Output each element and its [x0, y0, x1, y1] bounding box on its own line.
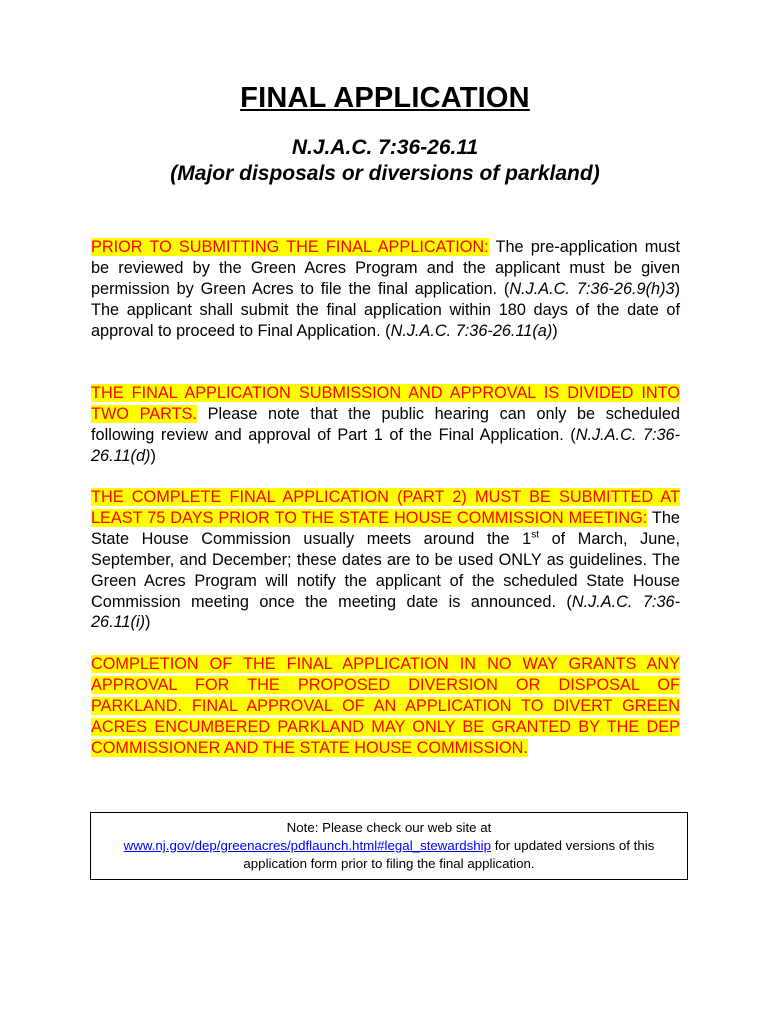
note-body — [91, 837, 687, 873]
citation: N.J.A.C. 7:36-26.11(d) — [91, 425, 681, 465]
highlighted-heading: THE FINAL APPLICATION SUBMISSION AND APPROVAL IS DIVIDED INTO TWO PARTS. — [91, 384, 680, 423]
paragraph-submission-deadline — [91, 487, 680, 633]
paragraph-text: ) The applicant shall submit the final application within 180 days of the date of approval to proceed to Final Application. ( — [91, 279, 680, 340]
paragraph-text: The pre-application must be reviewed by the Green Acres Program and the applicant must be given permission by Green Acres to file the final application. ( — [91, 238, 680, 298]
citation: N.J.A.C. 7:36-26.9(h)3 — [509, 279, 675, 298]
highlighted-heading: PRIOR TO SUBMITTING THE FINAL APPLICATION: — [91, 238, 489, 256]
paragraph-text: Please note that the public hearing can only be scheduled following review and approval of Part 1 of the Final Application. ( — [91, 404, 680, 444]
page-subtitle: (Major disposals or diversions of parkland) — [170, 162, 600, 185]
note-box — [90, 812, 688, 880]
paragraph-text: ) — [145, 613, 151, 632]
paragraph-two-parts — [91, 383, 680, 467]
citation: N.J.A.C. 7:36-26.11(a) — [390, 321, 553, 340]
paragraph-no-approval-warning — [91, 654, 680, 759]
paragraph-prior-to-submitting — [91, 237, 680, 342]
note-text: for updated versions of this application form prior to filing the final application. — [243, 838, 655, 871]
citation: N.J.A.C. 7:36-26.11(i) — [91, 592, 680, 632]
ordinal-suffix: st — [531, 529, 540, 541]
paragraph-text: of March, June, September, and December; these dates are to be used ONLY as guidelines. The Green Acres Program will notify the applicant of the scheduled State House Commission meeting once the meeting date is announced. ( — [91, 529, 680, 611]
website-link[interactable]: www.nj.gov/dep/greenacres/pdflaunch.html#legal_stewardship — [123, 838, 491, 853]
page-title: FINAL APPLICATION — [240, 82, 530, 114]
paragraph-text: ) — [552, 321, 558, 340]
note-line: Note: Please check our web site at — [286, 820, 492, 835]
highlighted-heading: THE COMPLETE FINAL APPLICATION (PART 2) MUST BE SUBMITTED AT LEAST 75 DAYS PRIOR TO THE STATE HOUSE COMMISSION MEETING: — [91, 488, 680, 527]
paragraph-text: The State House Commission usually meets around the 1 — [91, 508, 680, 548]
paragraph-text: ) — [150, 446, 156, 465]
highlighted-warning: COMPLETION OF THE FINAL APPLICATION IN NO WAY GRANTS ANY APPROVAL FOR THE PROPOSED DIVERSION OR DISPOSAL OF PARKLAND. FINAL APPROVAL OF AN APPLICATION TO DIVERT GREEN ACRES ENCUMBERED PARKLAND MAY ONLY BE GRANTED BY THE DEP COMMISSIONER AND THE STATE HOUSE COMMISSION. — [91, 655, 680, 757]
regulation-citation: N.J.A.C. 7:36-26.11 — [291, 136, 479, 159]
